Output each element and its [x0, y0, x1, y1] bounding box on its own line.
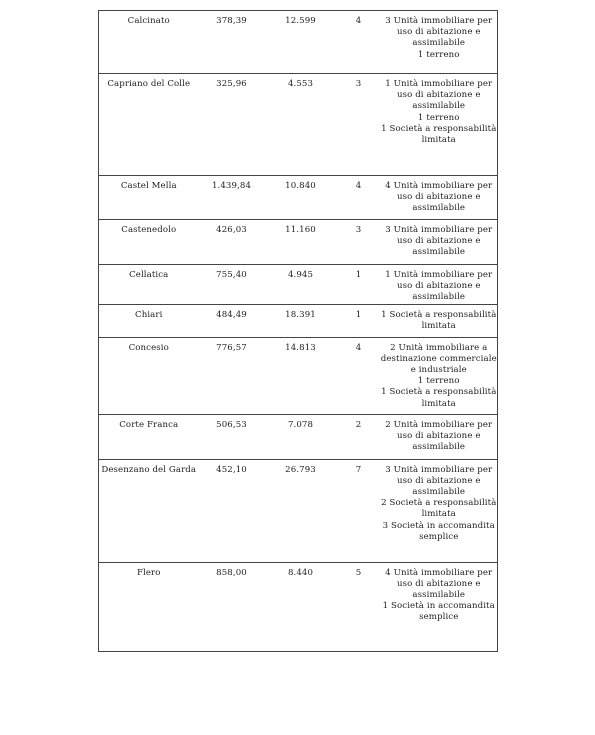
abitanti-cell-text: 4.553: [287, 79, 314, 89]
abitanti-cell-text: 12.599: [285, 16, 316, 26]
comune-cell-text: Concesio: [128, 342, 169, 353]
dettaglio-line: 4 Unità immobiliare per: [385, 181, 493, 191]
comune-cell: [99, 337, 199, 414]
dettaglio-line: assimilabile: [412, 203, 466, 214]
comune-cell-text: Flero: [136, 567, 161, 578]
superficie-cell-text: 378,39: [216, 16, 247, 26]
superficie-cell: [199, 562, 265, 651]
comune-cell-text: Capriano del Colle: [107, 79, 191, 89]
superficie-cell: [199, 304, 265, 337]
dettaglio-line: 3 Unità immobiliare per: [385, 225, 493, 235]
superficie-cell: [199, 220, 265, 265]
abitanti-cell: [265, 265, 337, 305]
comune-cell-text: Corte Franca: [119, 419, 179, 430]
table-row: [99, 414, 498, 459]
abitanti-cell: [265, 176, 337, 220]
abitanti-cell: [265, 414, 337, 459]
dettaglio-line: uso di abitazione e: [396, 475, 481, 486]
table-row: [99, 176, 498, 220]
superficie-cell-text: 506,53: [216, 419, 247, 430]
dettaglio-line: uso di abitazione e: [396, 27, 481, 38]
comune-cell: [99, 176, 199, 220]
abitanti-cell-text: 4.945: [287, 270, 314, 280]
dettaglio-line: 1 Società in accomandita: [382, 601, 495, 612]
comune-cell-text: Chiari: [135, 309, 163, 320]
dettaglio-line: assimilabile: [412, 101, 466, 112]
numero-cell-text: 3: [355, 79, 362, 89]
comune-cell: [99, 220, 199, 265]
dettaglio-line: 2 Unità immobiliare per: [385, 419, 493, 430]
dettaglio-line: 1 terreno: [417, 112, 460, 123]
dettaglio-line: 4 Unità immobiliare per: [385, 567, 493, 578]
abitanti-cell: [265, 74, 337, 176]
table-row: [99, 562, 498, 651]
comune-cell: [99, 74, 199, 176]
dettaglio-cell: [381, 220, 498, 265]
dettaglio-line: 3 Unità immobiliare per: [385, 16, 493, 26]
comune-cell-text: Castel Mella: [120, 181, 177, 191]
table-row: [99, 220, 498, 265]
dettaglio-line: uso di abitazione e: [396, 430, 481, 441]
numero-cell-text: 7: [355, 464, 362, 475]
dettaglio-cell: [381, 176, 498, 220]
numero-cell-text: 3: [355, 225, 362, 235]
dettaglio-line: uso di abitazione e: [396, 578, 481, 589]
table-body: [99, 11, 498, 652]
dettaglio-line: 1 Società a responsabilità: [381, 309, 497, 320]
numero-cell-text: 4: [355, 181, 362, 191]
abitanti-cell: [265, 562, 337, 651]
numero-cell: [337, 74, 381, 176]
table-row: [99, 74, 498, 176]
dettaglio-line: limitata: [421, 320, 456, 331]
dettaglio-line: limitata: [421, 135, 456, 146]
superficie-cell-text: 776,57: [216, 342, 247, 353]
numero-cell: [337, 414, 381, 459]
superficie-cell-text: 1.439,84: [211, 181, 252, 191]
dettaglio-line: assimilabile: [412, 292, 466, 303]
abitanti-cell-text: 26.793: [285, 464, 316, 475]
abitanti-cell: [265, 304, 337, 337]
dettaglio-line: semplice: [419, 531, 459, 542]
superficie-cell: [199, 176, 265, 220]
dettaglio-line: 1 Società a responsabilità: [381, 387, 497, 398]
comune-cell-text: Desenzano del Garda: [101, 464, 197, 475]
superficie-cell-text: 426,03: [216, 225, 247, 235]
superficie-cell-text: 755,40: [216, 270, 247, 280]
numero-cell: [337, 11, 381, 74]
superficie-cell: [199, 11, 265, 74]
dettaglio-cell: [381, 459, 498, 562]
numero-cell: [337, 459, 381, 562]
abitanti-cell: [265, 459, 337, 562]
abitanti-cell-text: 8.440: [287, 567, 314, 578]
dettaglio-line: assimilabile: [412, 247, 466, 258]
dettaglio-line: e industriale: [410, 365, 467, 376]
comune-cell-text: Calcinato: [127, 16, 170, 26]
dettaglio-line: assimilabile: [412, 442, 466, 453]
dettaglio-line: 1 Unità immobiliare per: [385, 79, 493, 89]
abitanti-cell-text: 10.840: [285, 181, 316, 191]
numero-cell-text: 1: [355, 309, 362, 320]
dettaglio-line: 2 Unità immobiliare a: [390, 342, 488, 353]
superficie-cell: [199, 337, 265, 414]
table-row: [99, 11, 498, 74]
numero-cell: [337, 220, 381, 265]
dettaglio-cell: [381, 265, 498, 305]
abitanti-cell-text: 11.160: [285, 225, 316, 235]
abitanti-cell-text: 18.391: [285, 309, 316, 320]
numero-cell-text: 1: [355, 270, 362, 280]
table-row: [99, 459, 498, 562]
superficie-cell-text: 858,00: [216, 567, 247, 578]
dettaglio-line: uso di abitazione e: [396, 192, 481, 203]
superficie-cell: [199, 459, 265, 562]
numero-cell-text: 4: [355, 342, 362, 353]
dettaglio-line: 1 Unità immobiliare per: [385, 270, 493, 280]
numero-cell: [337, 337, 381, 414]
numero-cell: [337, 176, 381, 220]
dettaglio-line: limitata: [421, 398, 456, 409]
dettaglio-line: uso di abitazione e: [396, 281, 481, 292]
dettaglio-line: 1 terreno: [417, 49, 460, 60]
comune-cell-text: Castenedolo: [121, 225, 177, 235]
dettaglio-line: assimilabile: [412, 487, 466, 498]
abitanti-cell: [265, 11, 337, 74]
dettaglio-line: limitata: [421, 509, 456, 520]
dettaglio-line: uso di abitazione e: [396, 236, 481, 247]
dettaglio-cell: [381, 414, 498, 459]
abitanti-cell-text: 14.813: [285, 342, 316, 353]
dettaglio-line: 3 Unità immobiliare per: [385, 464, 493, 475]
superficie-cell-text: 484,49: [216, 309, 247, 320]
superficie-cell-text: 452,10: [216, 464, 247, 475]
dettaglio-line: 1 terreno: [417, 376, 460, 387]
dettaglio-line: semplice: [419, 612, 459, 623]
table-row: [99, 265, 498, 305]
property-table: [98, 10, 498, 652]
numero-cell-text: 4: [355, 16, 362, 26]
numero-cell: [337, 304, 381, 337]
dettaglio-cell: [381, 74, 498, 176]
dettaglio-line: assimilabile: [412, 590, 466, 601]
numero-cell: [337, 562, 381, 651]
abitanti-cell-text: 7.078: [287, 419, 314, 430]
numero-cell-text: 5: [355, 567, 362, 578]
dettaglio-cell: [381, 11, 498, 74]
superficie-cell: [199, 265, 265, 305]
numero-cell: [337, 265, 381, 305]
comune-cell: [99, 414, 199, 459]
dettaglio-line: 3 Società in accomandita: [382, 520, 495, 531]
superficie-cell-text: 325,96: [216, 79, 247, 89]
dettaglio-line: uso di abitazione e: [396, 90, 481, 101]
comune-cell: [99, 265, 199, 305]
dettaglio-line: 2 Società a responsabilità: [381, 498, 497, 509]
table-row: [99, 337, 498, 414]
abitanti-cell: [265, 337, 337, 414]
numero-cell-text: 2: [355, 419, 362, 430]
superficie-cell: [199, 414, 265, 459]
dettaglio-cell: [381, 562, 498, 651]
table-row: [99, 304, 498, 337]
dettaglio-cell: [381, 304, 498, 337]
dettaglio-line: 1 Società a responsabilità: [381, 123, 497, 134]
dettaglio-cell: [381, 337, 498, 414]
dettaglio-line: assimilabile: [412, 38, 466, 49]
comune-cell: [99, 459, 199, 562]
superficie-cell: [199, 74, 265, 176]
comune-cell-text: Cellatica: [129, 270, 169, 280]
comune-cell: [99, 11, 199, 74]
comune-cell: [99, 304, 199, 337]
dettaglio-line: destinazione commerciale: [380, 353, 497, 364]
comune-cell: [99, 562, 199, 651]
abitanti-cell: [265, 220, 337, 265]
